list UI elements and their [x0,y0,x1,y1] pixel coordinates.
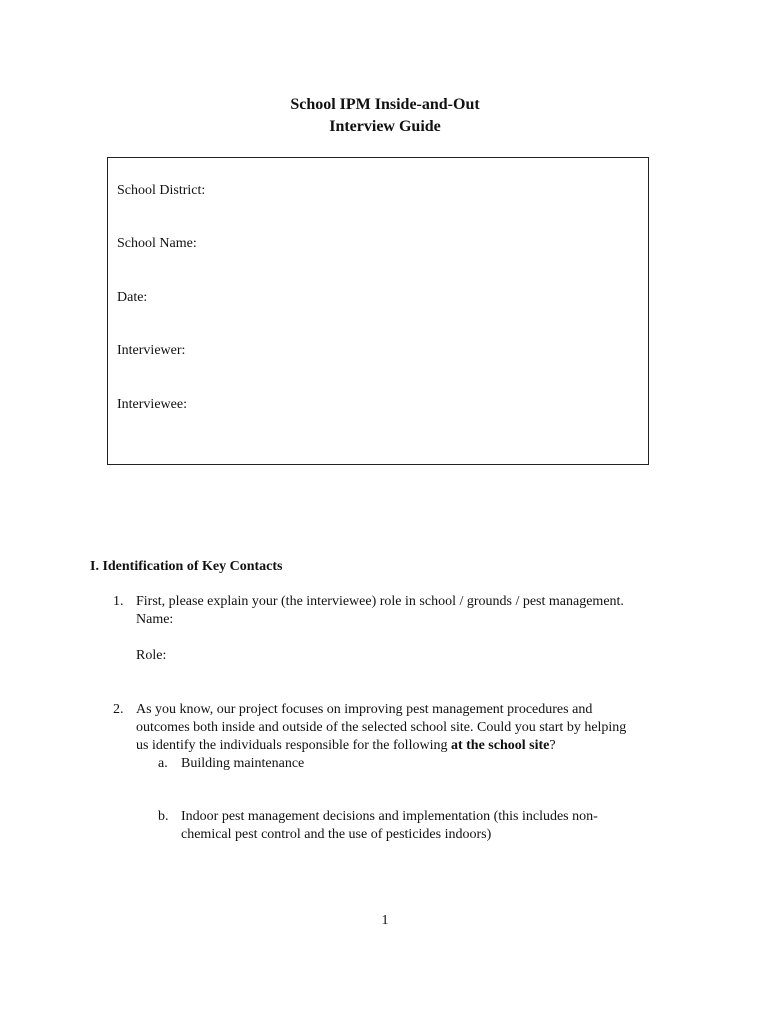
page-number: 1 [381,913,389,928]
question-2-line-3-text: us identify the individuals responsible for the following [136,738,451,753]
question-2-line-2: outcomes both inside and outside of the selected school site. Could you start by helping [136,720,627,735]
question-1-number: 1. [113,594,124,609]
item-a-text: Building maintenance [181,756,305,771]
school-name-label: School Name: [117,236,197,251]
question-2-line-3-end: ? [549,738,556,753]
question-2-line-1: As you know, our project focuses on improving pest management procedures and [136,702,593,717]
question-2-emphasis: at the school site [450,738,550,753]
document-subtitle: Interview Guide [329,118,441,135]
item-b-line-1: Indoor pest management decisions and implementation (this includes non- [181,809,598,824]
question-2-line-3 [136,737,556,755]
item-b-marker: b. [158,809,169,824]
question-1-role-label: Role: [136,648,167,663]
date-label: Date: [117,290,148,305]
item-b-line-2: chemical pest control and the use of pesticides indoors) [181,827,492,842]
section-heading: I. Identification of Key Contacts [90,559,283,574]
document-title: School IPM Inside-and-Out [290,96,480,113]
question-2-number: 2. [113,702,124,717]
interviewer-label: Interviewer: [117,343,186,358]
question-1-name-label: Name: [136,612,174,627]
school-district-label: School District: [117,183,206,198]
interview-info-box [107,157,649,465]
question-1-text: First, please explain your (the interviewee) role in school / grounds / pest management. [136,594,624,609]
interviewee-label: Interviewee: [117,397,187,412]
item-a-marker: a. [158,756,168,771]
